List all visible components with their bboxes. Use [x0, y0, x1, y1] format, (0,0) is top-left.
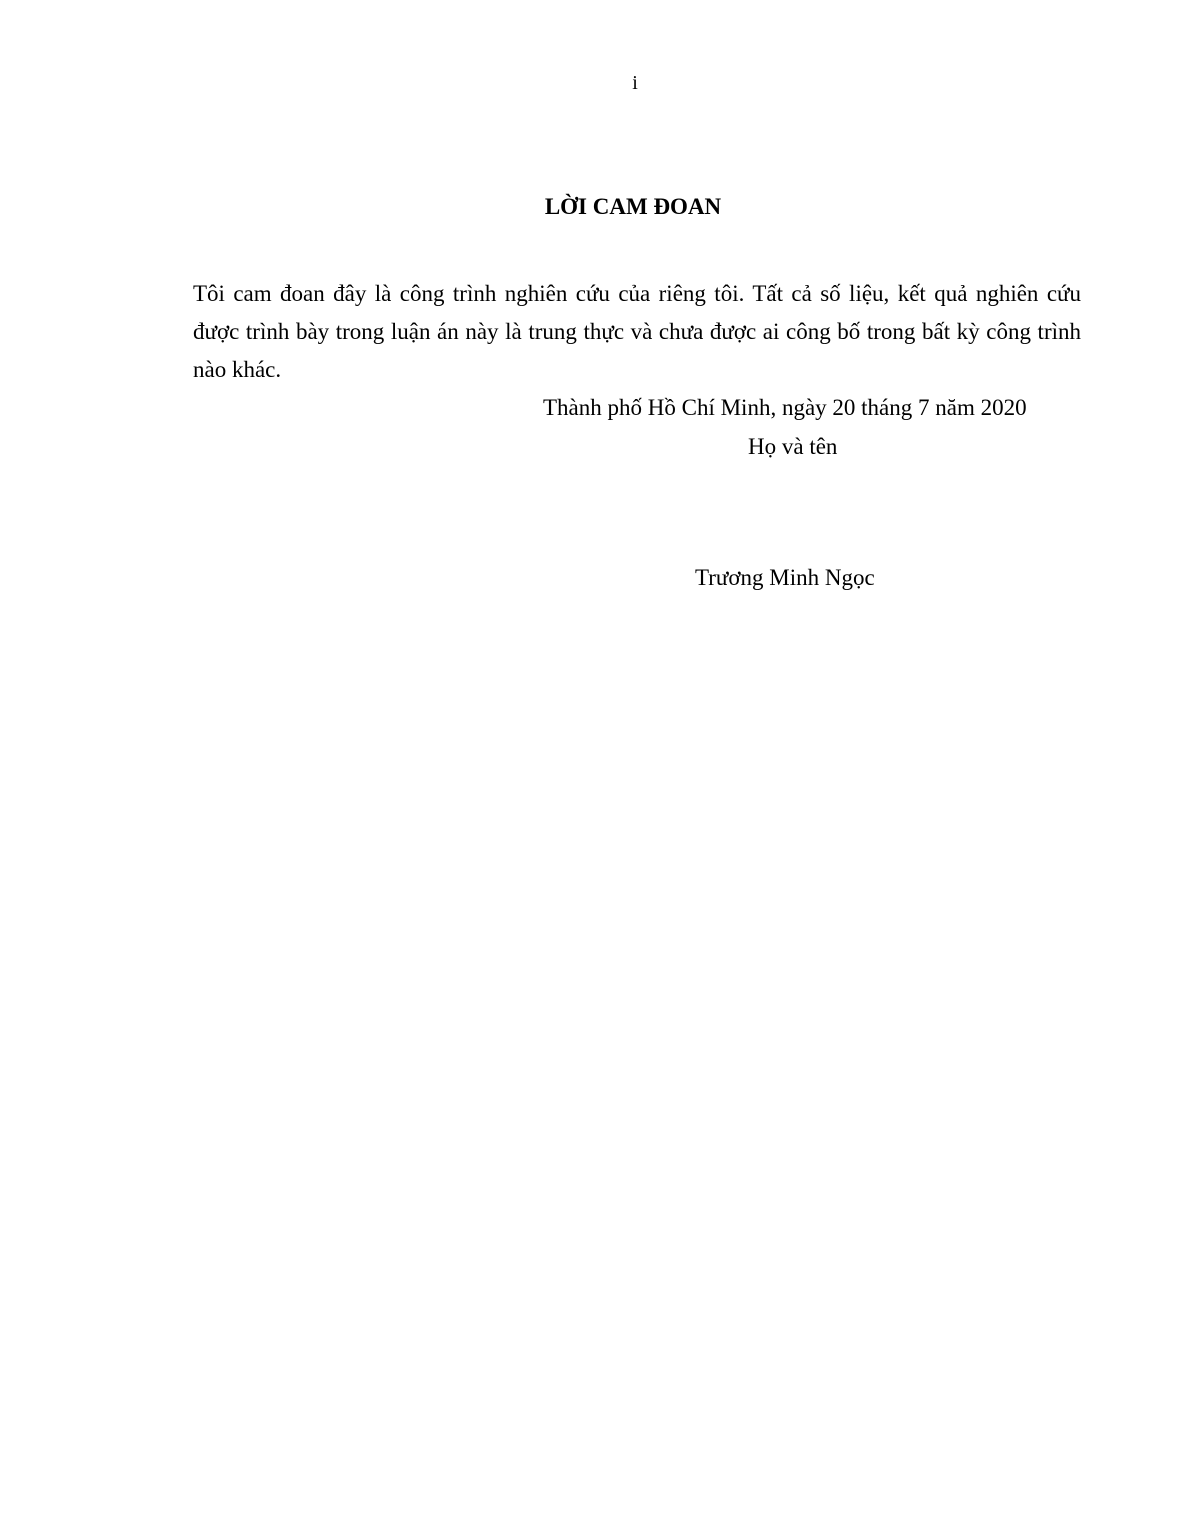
place-date-line: Thành phố Hồ Chí Minh, ngày 20 tháng 7 năm 2020: [543, 395, 1027, 420]
declaration-body: Tôi cam đoan đây là công trình nghiên cứu của riêng tôi. Tất cả số liệu, kết quả nghiên cứu được trình bày trong luận án này là trung thực và chưa được ai công bố trong bất kỳ công trình nào khác.: [193, 281, 1081, 382]
signer-name: Trương Minh Ngọc: [695, 565, 875, 590]
page-title: LỜI CAM ĐOAN: [544, 194, 722, 219]
page-number: i: [632, 72, 638, 94]
signature-label: Họ và tên: [748, 434, 838, 459]
